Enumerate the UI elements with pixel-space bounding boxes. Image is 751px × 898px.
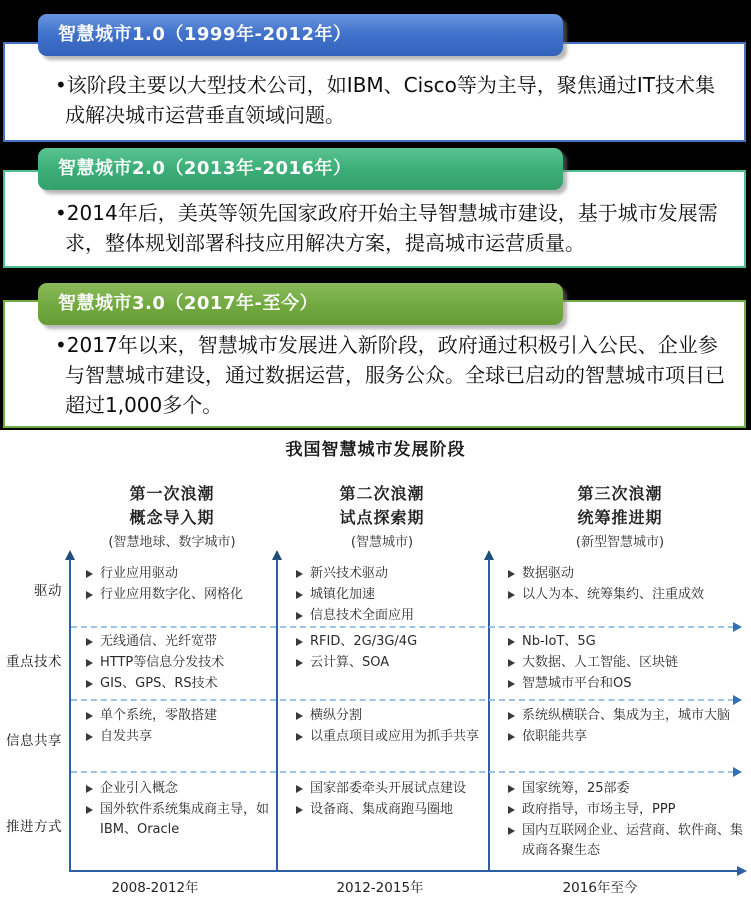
- bullet-item: [508, 779, 744, 799]
- cell-approach-wave3: [508, 779, 744, 862]
- bullet-item: [508, 632, 744, 652]
- wave3-phase: 统筹推进期: [577, 508, 663, 527]
- bullet-text: 自发共享: [100, 729, 153, 744]
- wave1-phase: 概念导入期: [129, 508, 215, 527]
- bullet-text: Nb-IoT、5G: [522, 634, 596, 649]
- bullet-item: [86, 653, 270, 673]
- bullet-text: 无线通信、光纤宽带: [100, 634, 218, 649]
- bullet-text: 依职能共享: [522, 729, 588, 744]
- section-1-body: •该阶段主要以大型技术公司，如IBM、Cisco等为主导，聚焦通过IT技术集成解决城市运营垂直领域问题。: [55, 73, 715, 127]
- column-header-wave2: [282, 482, 482, 553]
- bullet-item: [296, 727, 480, 747]
- bullet-item: [86, 585, 270, 605]
- wave1-subtitle: (智慧地球、数字城市): [108, 535, 236, 550]
- bullet-item: [508, 821, 744, 861]
- cell-drivers-wave2: [296, 564, 480, 627]
- bullet-item: [296, 564, 480, 584]
- bullet-text: 以重点项目或应用为抓手共享: [310, 729, 480, 744]
- section-3-banner: [38, 283, 563, 325]
- bullet-text: 企业引入概念: [100, 781, 179, 796]
- bullet-item: [508, 653, 744, 673]
- bullet-item: [86, 564, 270, 584]
- bullet-text: 行业应用驱动: [100, 566, 179, 581]
- bullet-arrow-icon: [508, 659, 515, 667]
- bullet-text: 大数据、人工智能、区块链: [522, 655, 679, 670]
- bullet-text: 国家部委牵头开展试点建设: [310, 781, 467, 796]
- axis-label-period1: 2008-2012年: [111, 880, 199, 896]
- bullet-text: GIS、GPS、RS技术: [100, 676, 218, 691]
- bullet-text: 行业应用数字化、网格化: [100, 587, 244, 602]
- bullet-arrow-icon: [86, 785, 93, 793]
- bullet-arrow-icon: [86, 680, 93, 688]
- bullet-text: HTTP等信息分发技术: [100, 655, 225, 670]
- vertical-divider: [488, 559, 490, 872]
- bullet-text: 智慧城市平台和OS: [522, 676, 632, 691]
- wave2-subtitle: (智慧城市): [350, 535, 414, 550]
- diagram-title: 我国智慧城市发展阶段: [285, 440, 466, 460]
- bullet-arrow-icon: [508, 570, 515, 578]
- cell-infoshare-wave1: [86, 706, 270, 748]
- bullet-item: [86, 727, 270, 747]
- bullet-arrow-icon: [508, 806, 515, 814]
- bullet-text: 数据驱动: [522, 566, 575, 581]
- cell-drivers-wave3: [508, 564, 744, 606]
- row-label-key-tech: 重点技术: [6, 654, 62, 670]
- cell-approach-wave1: [86, 779, 270, 841]
- bullet-item: [86, 632, 270, 652]
- bullet-arrow-icon: [296, 733, 303, 741]
- bullet-arrow-icon: [296, 659, 303, 667]
- wave2-phase: 试点探索期: [339, 508, 425, 527]
- bullet-text: 新兴技术驱动: [310, 566, 389, 581]
- axis-label-period2: 2012-2015年: [336, 880, 424, 896]
- bullet-item: [86, 706, 270, 726]
- bullet-text: 国家统筹，25部委: [522, 781, 630, 796]
- cell-keytech-wave2: [296, 632, 480, 674]
- bullet-arrow-icon: [296, 785, 303, 793]
- bullet-arrow-icon: [508, 638, 515, 646]
- bullet-text: 国内互联网企业、运营商、软件商、集成商各聚生态: [522, 823, 744, 858]
- bullet-text: RFID、2G/3G/4G: [310, 634, 418, 649]
- bullet-item: [508, 585, 744, 605]
- bullet-arrow-icon: [508, 591, 515, 599]
- timeline-axis: [69, 870, 738, 872]
- wave3-name: 第三次浪潮: [577, 484, 663, 503]
- row-label-approach: 推进方式: [6, 819, 62, 835]
- bullet-text: 设备商、集成商跑马圈地: [310, 802, 454, 817]
- cell-keytech-wave1: [86, 632, 270, 695]
- bullet-item: [508, 706, 744, 726]
- section-2-title: 智慧城市2.0（2013年-2016年）: [58, 158, 352, 179]
- bullet-arrow-icon: [86, 570, 93, 578]
- dashed-row-divider: [71, 771, 734, 773]
- bullet-item: [296, 606, 480, 626]
- bullet-text: 横纵分割: [310, 708, 363, 723]
- bullet-item: [296, 800, 480, 820]
- section-2-body: •2014年后，美英等领先国家政府开始主导智慧城市建设，基于城市发展需求，整体规划部署科技应用解决方案，提高城市运营质量。: [55, 201, 718, 255]
- bullet-arrow-icon: [508, 680, 515, 688]
- cell-keytech-wave3: [508, 632, 744, 695]
- bullet-item: [86, 779, 270, 799]
- bullet-text: 系统纵横联合、集成为主，城市大脑: [522, 708, 731, 723]
- bullet-arrow-icon: [86, 638, 93, 646]
- row-label-drivers: 驱动: [34, 583, 62, 599]
- bullet-arrow-icon: [86, 659, 93, 667]
- column-header-wave1: [72, 482, 272, 553]
- bullet-text: 以人为本、统筹集约、注重成效: [522, 587, 705, 602]
- right-arrow-icon: [733, 622, 742, 632]
- right-arrow-icon: [733, 695, 742, 705]
- cell-infoshare-wave2: [296, 706, 480, 748]
- bullet-item: [86, 800, 270, 840]
- vertical-divider: [69, 559, 71, 872]
- bullet-arrow-icon: [508, 785, 515, 793]
- bullet-item: [508, 800, 744, 820]
- bullet-arrow-icon: [508, 733, 515, 741]
- vertical-divider: [276, 559, 278, 872]
- wave1-name: 第一次浪潮: [129, 484, 215, 503]
- bullet-item: [508, 564, 744, 584]
- section-3-title: 智慧城市3.0（2017年-至今）: [58, 293, 318, 314]
- bullet-text: 单个系统，零散搭建: [100, 708, 218, 723]
- bullet-arrow-icon: [86, 591, 93, 599]
- wave3-subtitle: (新型智慧城市): [575, 535, 665, 550]
- bullet-arrow-icon: [296, 570, 303, 578]
- section-3-body: •2017年以来，智慧城市发展进入新阶段，政府通过积极引入公民、企业参与智慧城市建设，通过数据运营，服务公众。全球已启动的智慧城市项目已超过1,000多个。: [55, 333, 725, 417]
- column-header-wave3: [495, 482, 745, 553]
- bullet-arrow-icon: [296, 712, 303, 720]
- bullet-item: [296, 653, 480, 673]
- section-1-banner: [38, 14, 563, 56]
- bullet-arrow-icon: [508, 827, 515, 835]
- bullet-arrow-icon: [296, 638, 303, 646]
- bullet-item: [508, 674, 744, 694]
- bullet-item: [508, 727, 744, 747]
- bullet-text: 政府指导，市场主导，PPP: [522, 802, 676, 817]
- bullet-text: 国外软件系统集成商主导，如IBM、Oracle: [100, 802, 270, 837]
- right-arrow-icon: [737, 866, 747, 876]
- bullet-arrow-icon: [86, 806, 93, 814]
- bullet-text: 信息技术全面应用: [310, 608, 415, 623]
- bullet-item: [296, 706, 480, 726]
- bullet-arrow-icon: [296, 591, 303, 599]
- dashed-row-divider: [71, 699, 734, 701]
- bullet-arrow-icon: [508, 712, 515, 720]
- right-arrow-icon: [733, 767, 742, 777]
- bullet-arrow-icon: [86, 733, 93, 741]
- cell-drivers-wave1: [86, 564, 270, 606]
- bullet-item: [296, 632, 480, 652]
- bullet-arrow-icon: [296, 806, 303, 814]
- bullet-text: 云计算、SOA: [310, 655, 390, 670]
- cell-approach-wave2: [296, 779, 480, 821]
- bullet-item: [86, 674, 270, 694]
- cell-infoshare-wave3: [508, 706, 744, 748]
- bullet-item: [296, 585, 480, 605]
- bullet-item: [296, 779, 480, 799]
- wave2-name: 第二次浪潮: [339, 484, 425, 503]
- bullet-text: 城镇化加速: [310, 587, 376, 602]
- row-label-info-sharing: 信息共享: [6, 733, 62, 749]
- axis-label-period3: 2016年至今: [562, 880, 638, 896]
- bullet-arrow-icon: [296, 612, 303, 620]
- bullet-arrow-icon: [86, 712, 93, 720]
- section-2-banner: [38, 148, 563, 190]
- section-1-title: 智慧城市1.0（1999年-2012年）: [58, 24, 352, 45]
